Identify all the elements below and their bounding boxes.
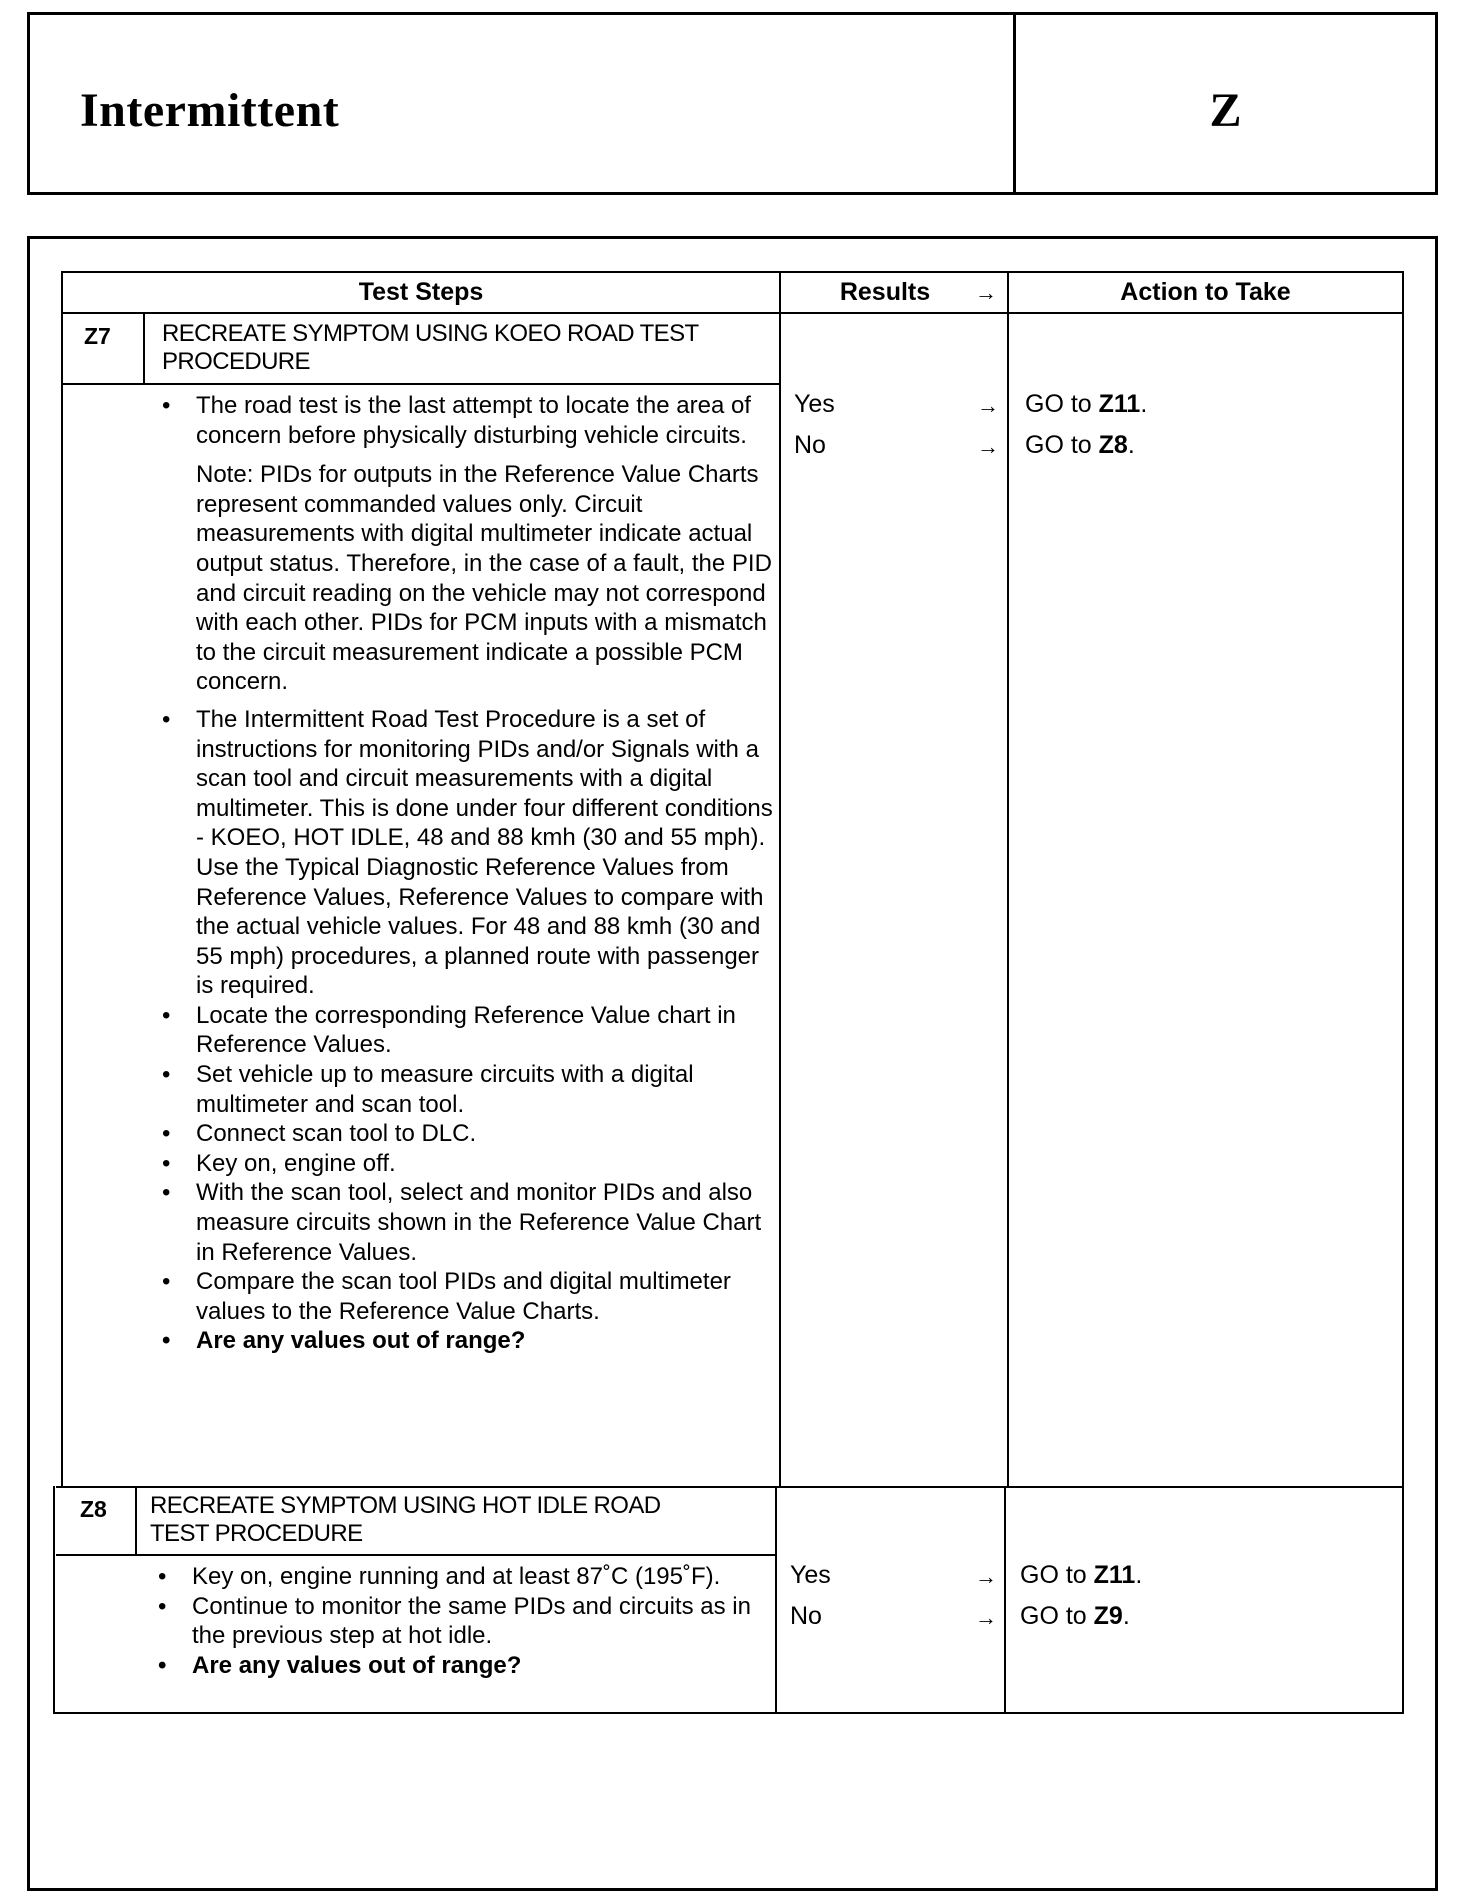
bullet-icon: • [162,1120,171,1148]
z8-id-divider [135,1486,137,1554]
action-target-link: Z11 [1098,390,1141,418]
z7-title-bottom-border [61,383,781,385]
list-item: • Continue to monitor the same PIDs and circuits as in the previous step at hot idle. [158,1592,751,1650]
arrow-icon: → [977,393,999,418]
result-no-z7: No [794,431,826,459]
action-target-link: Z9 [1093,1602,1123,1630]
list-item: • The Intermittent Road Test Procedure is a set of instructions for monitoring PIDs and/or Signals with a scan tool and circuit measurements with a digital multimeter. This is done under four different conditions - KOEO, HOT IDLE, 48 and 88 kmh (30 and 55 mph). Use the Typical Diagnostic Reference Values from Reference Values, Reference Values to compare with the actual vehicle values. For 48 and 88 kmh (30 and 55 mph) procedures, a planned route with passenger is required. [162,705,773,1000]
col-header-results: Results [839,278,931,306]
table-top-border [61,271,1404,273]
bullet-icon: • [162,1061,171,1089]
col-header-test-steps: Test Steps [358,278,484,306]
step-content-z8 [152,1562,772,1680]
step-id-z8: Z8 [80,1496,107,1522]
list-item: • Set vehicle up to measure circuits with a digital multimeter and scan tool. [162,1061,694,1118]
bullet-icon: • [162,1268,171,1296]
result-no-z8: No [790,1602,822,1630]
action-z8-no: GO to Z9. [1020,1602,1130,1630]
step-id-z7: Z7 [84,323,111,349]
result-yes-z8: Yes [790,1561,831,1589]
steps-results-divider-lower [775,1486,777,1714]
list-item: • Are any values out of range? [158,1651,522,1679]
table-left-border-lower [53,1486,55,1714]
bullet-icon: • [162,705,171,733]
list-item: • Are any values out of range? [162,1327,526,1355]
step-title-z7: RECREATE SYMPTOM USING KOEO ROAD TEST PROCEDURE [162,320,699,375]
arrow-icon: → [975,1564,997,1589]
list-item: • Key on, engine running and at least 87˚C (195˚F). [158,1563,721,1590]
step-title-z8: RECREATE SYMPTOM USING HOT IDLE ROAD TEST PROCEDURE [150,1492,661,1547]
action-z7-no: GO to Z8. [1025,431,1135,459]
results-action-divider [1007,271,1009,1486]
result-yes-z7: Yes [794,390,835,418]
list-item: • The road test is the last attempt to locate the area of concern before physically disturbing vehicle circuits. [162,392,751,449]
list-item: • Connect scan tool to DLC. [162,1120,477,1148]
z7-id-divider [143,312,145,383]
step-content-z7 [156,391,778,1356]
bullet-icon: • [162,1001,171,1029]
table-bottom-border [53,1712,1404,1714]
list-item: • With the scan tool, select and monitor PIDs and also measure circuits shown in the Reference Value Chart in Reference Values. [162,1179,762,1266]
action-z7-yes: GO to Z11. [1025,390,1148,418]
bullet-icon: • [162,1327,171,1355]
section-letter: Z [1209,84,1242,137]
col-header-results-arrow-icon: → [975,280,997,305]
arrow-icon: → [977,434,999,459]
bullet-icon: • [162,1149,171,1177]
list-item: • Locate the corresponding Reference Value chart in Reference Values. [162,1001,736,1059]
results-action-divider-lower [1004,1486,1006,1714]
bullet-icon: • [158,1651,167,1679]
table-left-border [61,271,63,1486]
table-right-border [1402,271,1404,1714]
z8-top-border [56,1486,1404,1488]
page-title: Intermittent [80,84,340,137]
action-target-link: Z11 [1093,1561,1136,1589]
list-item: • Compare the scan tool PIDs and digital multimeter values to the Reference Value Charts. [162,1268,731,1325]
step-note-z7: Note: PIDs for outputs in the Reference Value Charts represent commanded values only. Circuit measurements with digital multimeter indicate actual output status. Therefore, in the case of a fault, the PID and circuit reading on the vehicle may not correspond with each other. PIDs for PCM inputs with a mismatch to the circuit measurement indicate a possible PCM concern. [196,461,772,696]
col-header-action: Action to Take [1120,278,1291,306]
arrow-icon: → [975,1605,997,1630]
bullet-icon: • [162,392,171,419]
z8-title-bottom-border [56,1554,776,1556]
bullet-icon: • [158,1592,167,1620]
steps-results-divider [779,271,781,1486]
bullet-icon: • [162,1179,171,1207]
action-z8-yes: GO to Z11. [1020,1561,1143,1589]
header-bottom-border [61,312,1404,314]
bullet-icon: • [158,1563,167,1590]
list-item: • Key on, engine off. [162,1149,396,1177]
action-target-link: Z8 [1098,431,1128,459]
